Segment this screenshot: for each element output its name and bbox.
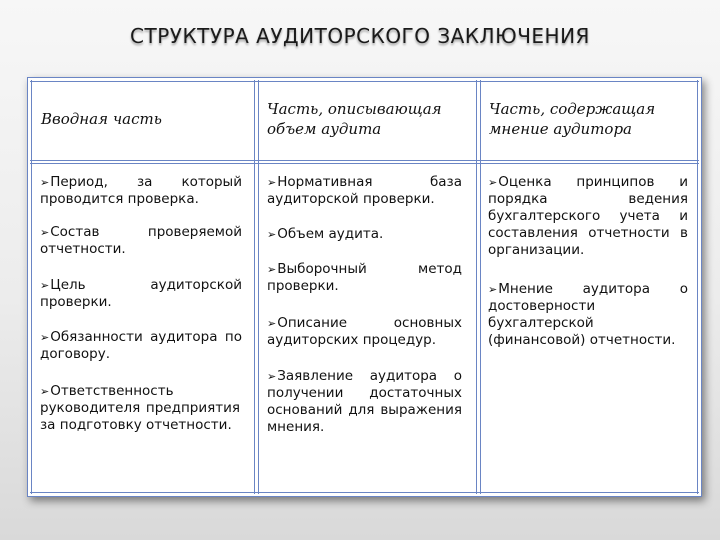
header-opinion-part: Часть, содержащая мнение аудитора <box>489 100 656 138</box>
arrow-bullet-icon: ➢ <box>488 176 498 189</box>
list-item: ➢Выборочный метод проверки. <box>267 261 462 294</box>
arrow-bullet-icon: ➢ <box>267 176 277 189</box>
column-opinion <box>488 174 688 349</box>
list-item: ➢Заявление аудитора о получении достаточных оснований для выражения мнения. <box>267 368 462 435</box>
arrow-bullet-icon: ➢ <box>40 176 50 189</box>
list-item: ➢Оценка принципов и порядка ведения бухгалтерского учета и составления отчетности в организации. <box>488 174 688 258</box>
list-item: ➢Период, за который проводится проверка. <box>40 174 242 207</box>
list-item: ➢Объем аудита. <box>267 226 384 242</box>
column-intro <box>40 174 242 434</box>
structure-table <box>27 77 702 497</box>
list-item: ➢Нормативная база аудиторской проверки. <box>267 174 462 207</box>
arrow-bullet-icon: ➢ <box>40 279 50 292</box>
arrow-bullet-icon: ➢ <box>267 263 277 276</box>
list-item: ➢Описание основных аудиторских процедур. <box>267 315 462 348</box>
arrow-bullet-icon: ➢ <box>267 317 277 330</box>
header-divider-inner <box>30 163 699 164</box>
arrow-bullet-icon: ➢ <box>40 385 50 398</box>
column-divider-2-inner <box>480 80 481 494</box>
header-scope-part: Часть, описывающая объем аудита <box>267 100 442 138</box>
column-divider-2 <box>476 80 477 494</box>
header-divider <box>30 160 699 161</box>
column-scope <box>267 174 462 436</box>
list-item: ➢Состав проверяемой отчетности. <box>40 224 242 257</box>
list-item: ➢Ответственность руководителя предприятия за подготовку отчетности. <box>40 383 240 433</box>
arrow-bullet-icon: ➢ <box>40 331 50 344</box>
list-item: ➢Обязанности аудитора по договору. <box>40 329 242 362</box>
column-divider-1-inner <box>258 80 259 494</box>
arrow-bullet-icon: ➢ <box>40 226 50 239</box>
slide-title: СТРУКТУРА АУДИТОРСКОГО ЗАКЛЮЧЕНИЯ <box>130 24 590 48</box>
list-item: ➢Цель аудиторской проверки. <box>40 277 242 310</box>
column-divider-1 <box>254 80 255 494</box>
table-left-inner-border <box>31 80 32 494</box>
list-item: ➢Мнение аудитора о достоверности бухгалтерской (финансовой) отчетности. <box>488 281 688 348</box>
arrow-bullet-icon: ➢ <box>488 283 498 296</box>
table-bottom-inner-border <box>30 492 699 493</box>
arrow-bullet-icon: ➢ <box>267 370 277 383</box>
table-right-inner-border <box>697 80 698 494</box>
arrow-bullet-icon: ➢ <box>267 228 277 241</box>
header-intro-part: Вводная часть <box>41 110 162 128</box>
